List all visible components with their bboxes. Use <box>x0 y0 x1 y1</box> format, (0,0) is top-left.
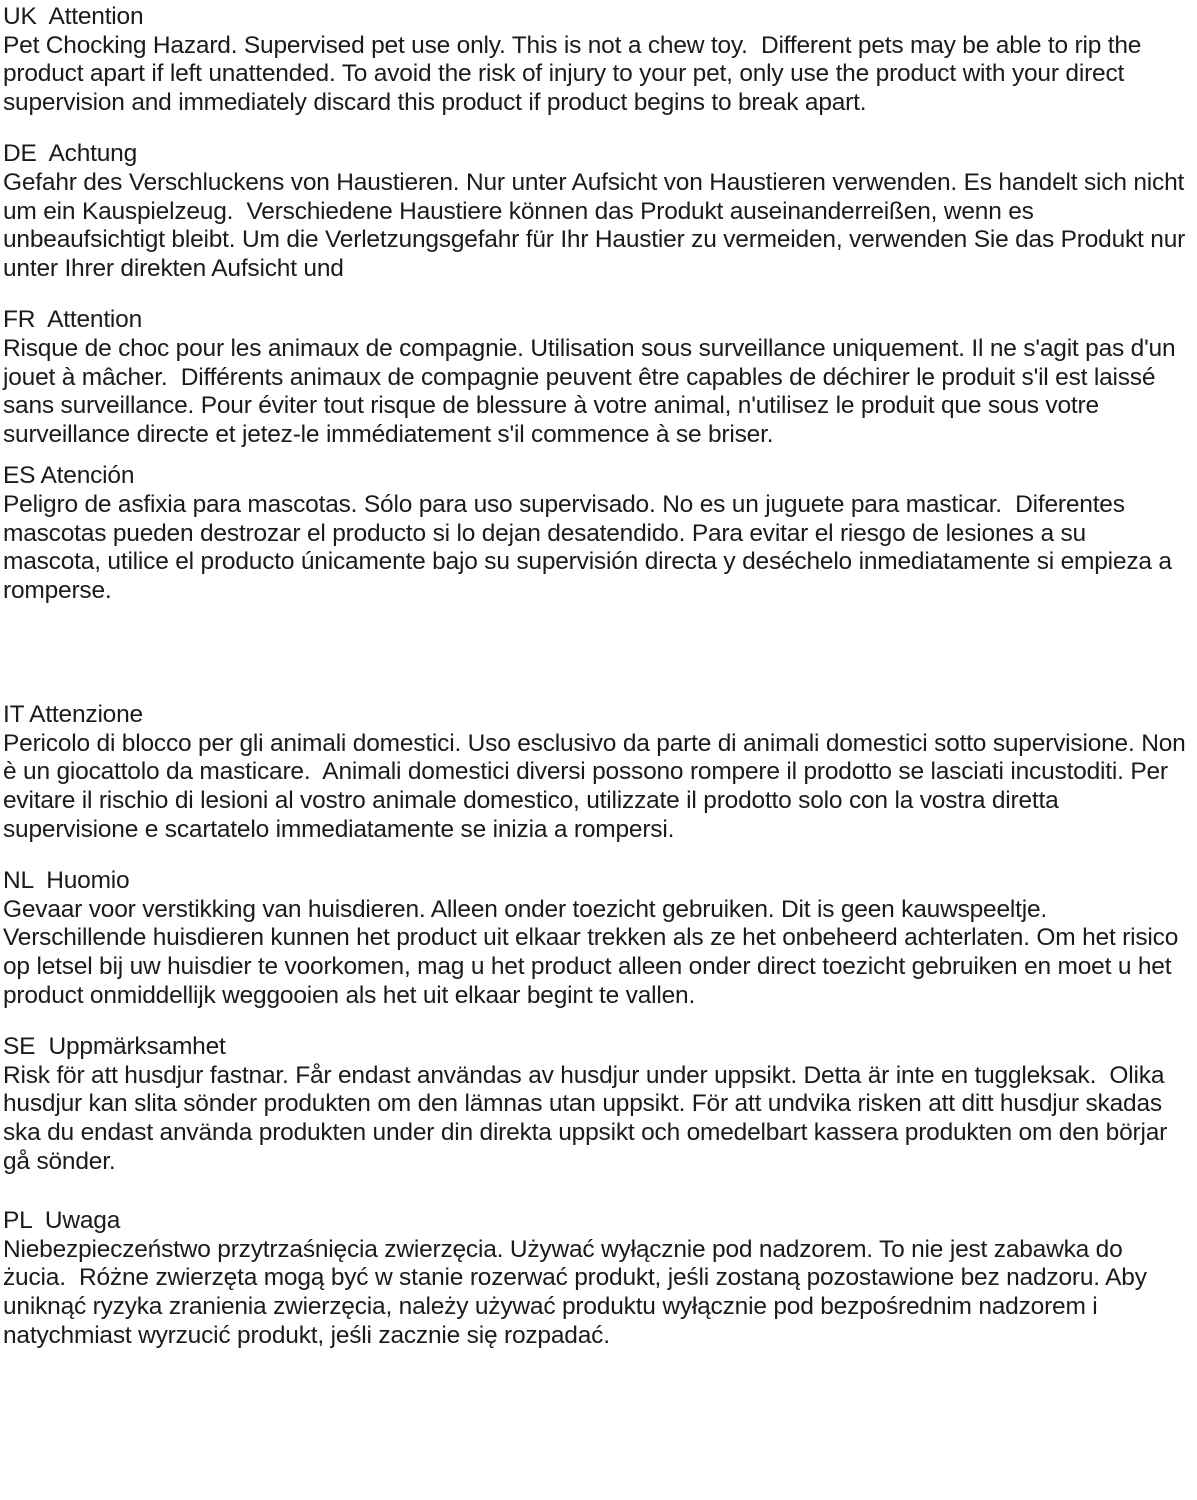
section-heading-fr: FR Attention <box>3 306 143 334</box>
section-heading-de: DE Achtung <box>3 140 137 168</box>
section-body-it: Pericolo di blocco per gli animali domestici. Uso esclusivo da parte di animali domestici sotto supervisione. Non è un giocattolo da masticare. Animali domestici diversi possono rompere il prodotto se lasciati incustoditi. Per evitare il rischio di lesioni al vostro animale domestico, utilizzate il prodotto solo con la vostra diretta supervisione e scartatelo immediatamente se inizia a rompersi. <box>3 729 1193 843</box>
section-body-pl: Niebezpieczeństwo przytrzaśnięcia zwierzęcia. Używać wyłącznie pod nadzorem. To nie jest zabawka do żucia. Różne zwierzęta mogą być w stanie rozerwać produkt, jeśli zostaną pozostawione bez nadzoru. Aby uniknąć ryzyka zranienia zwierzęcia, należy używać produktu wyłącznie pod bezpośrednim nadzorem i natychmiast wyrzucić produkt, jeśli zacznie się rozpadać. <box>3 1235 1154 1349</box>
section-heading-nl: NL Huomio <box>3 867 130 895</box>
section-pl <box>3 1207 1189 1350</box>
section-heading-pl: PL Uwaga <box>3 1207 121 1235</box>
section-se <box>3 1033 1189 1176</box>
section-uk <box>3 3 1189 117</box>
section-es <box>3 462 1189 605</box>
section-body-de: Gefahr des Verschluckens von Haustieren. Nur unter Aufsicht von Haustieren verwenden. Es handelt sich nicht um ein Kauspielzeug. Verschiedene Haustiere können das Produkt auseinanderreißen, wenn es unbeaufsichtigt bleibt. Um die Verletzungsgefahr für Ihr Haustier zu vermeiden, verwenden Sie das Produkt nur unter Ihrer direkten Aufsicht und <box>3 168 1192 282</box>
section-nl <box>3 867 1189 1010</box>
section-body-se: Risk för att husdjur fastnar. Får endast användas av husdjur under uppsikt. Detta är inte en tuggleksak. Olika husdjur kan slita sönder produkten om den lämnas utan uppsikt. För att undvika risken att ditt husdjur skadas ska du endast använda produkten under din direkta uppsikt och omedelbart kassera produkten om den börjar gå sönder. <box>3 1061 1174 1175</box>
section-fr <box>3 306 1189 449</box>
section-body-uk: Pet Chocking Hazard. Supervised pet use only. This is not a chew toy. Different pets may be able to rip the product apart if left unattended. To avoid the risk of injury to your pet, only use the product with your direct supervision and immediately discard this product if product begins to break apart. <box>3 31 1148 116</box>
section-body-es: Peligro de asfixia para mascotas. Sólo para uso supervisado. No es un juguete para masticar. Diferentes mascotas pueden destrozar el producto si lo dejan desatendido. Para evitar el riesgo de lesiones a su mascota, utilice el producto únicamente bajo su supervisión directa y deséchelo inmediatamente si empieza a romperse. <box>3 490 1179 604</box>
section-body-fr: Risque de choc pour les animaux de compagnie. Utilisation sous surveillance uniquement. Il ne s'agit pas d'un jouet à mâcher. Différents animaux de compagnie peuvent être capables de déchirer le produit s'il est laissé sans surveillance. Pour éviter tout risque de blessure à votre animal, n'utilisez le produit que sous votre surveillance directe et jetez-le immédiatement s'il commence à se briser. <box>3 334 1183 448</box>
section-body-nl: Gevaar voor verstikking van huisdieren. Alleen onder toezicht gebruiken. Dit is geen kauwspeeltje. Verschillende huisdieren kunnen het product uit elkaar trekken als ze het onbeheerd achterlaten. Om het risico op letsel bij uw huisdier te voorkomen, mag u het product alleen onder direct toezicht gebruiken en moet u het product onmiddellijk weggooien als het uit elkaar begint te vallen. <box>3 895 1185 1009</box>
section-heading-se: SE Uppmärksamhet <box>3 1033 226 1061</box>
section-it <box>3 701 1193 844</box>
section-de <box>3 140 1192 283</box>
section-heading-it: IT Attenzione <box>3 701 143 729</box>
section-heading-uk: UK Attention <box>3 3 144 30</box>
section-heading-es: ES Atención <box>3 462 135 490</box>
